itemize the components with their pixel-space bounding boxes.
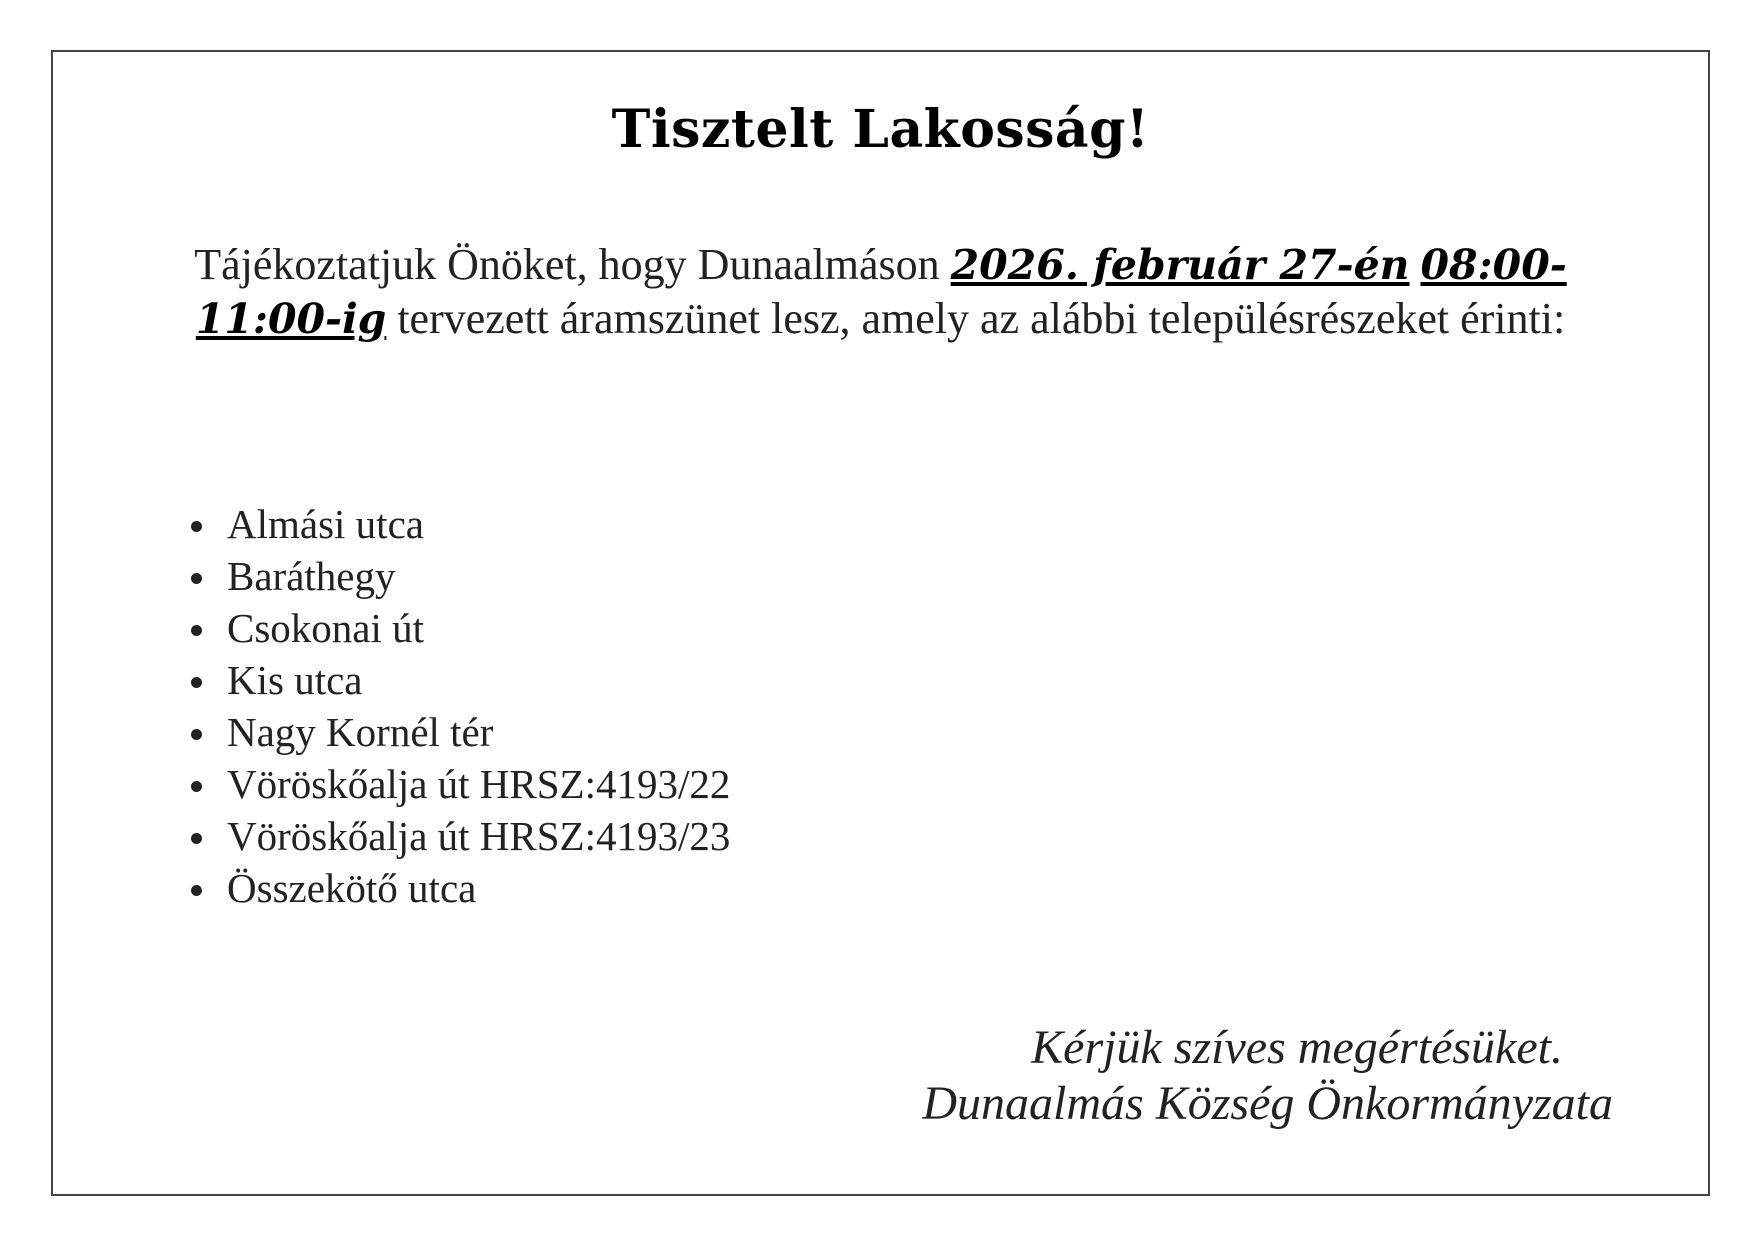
notice-closing <box>922 1020 1613 1132</box>
closing-line: Kérjük szíves megértésüket. <box>1031 1021 1563 1074</box>
street-item: Nagy Kornél tér <box>188 706 730 758</box>
street-item: Csokonai út <box>188 602 730 654</box>
street-item: Almási utca <box>188 498 730 550</box>
signature: Dunaalmás Község Önkormányzata <box>922 1077 1613 1130</box>
outage-date: 2026. február 27-én <box>950 241 1410 289</box>
intro-text: Tájékoztatjuk Önöket, hogy Dunaalmáson <box>194 240 951 289</box>
street-item: Kis utca <box>188 654 730 706</box>
notice-intro <box>123 238 1638 346</box>
notice-title: Tisztelt Lakosság! <box>611 99 1150 160</box>
outage-time: 08:00-11:00-ig <box>195 241 1567 343</box>
street-item: Vöröskőalja út HRSZ:4193/23 <box>188 810 730 862</box>
street-item: Vöröskőalja út HRSZ:4193/22 <box>188 758 730 810</box>
street-item: Baráthegy <box>188 550 730 602</box>
intro-text-continued: tervezett áramszünet lesz, amely az alábbi településrészeket érinti: <box>386 294 1566 343</box>
notice-frame <box>51 50 1710 1196</box>
affected-streets-list <box>188 498 730 914</box>
street-item: Összekötő utca <box>188 862 730 914</box>
